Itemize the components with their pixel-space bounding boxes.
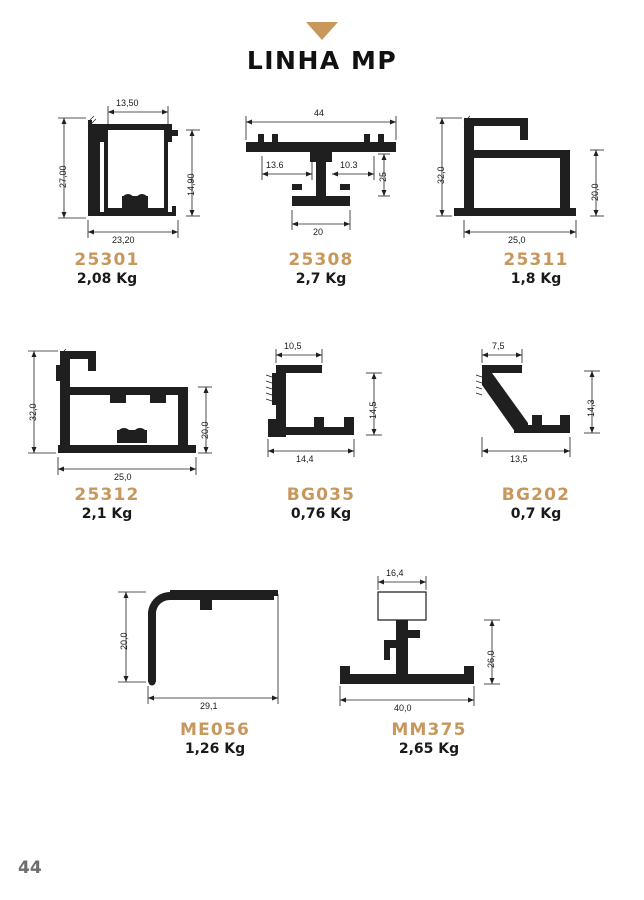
- profile-weight: 2,08 Kg: [76, 271, 138, 287]
- profile-drawing-25308: [214, 96, 428, 246]
- profile-weight: 0,7 Kg: [510, 506, 562, 522]
- profile-caption: [322, 720, 536, 757]
- profile-code: ME056: [179, 720, 250, 740]
- profile-drawing-25301: [0, 96, 214, 246]
- profile-weight: 1,8 Kg: [510, 271, 562, 287]
- row3-spacer: [0, 566, 108, 757]
- dim-bottom: 40,0: [394, 703, 412, 713]
- dim-right: 14,90: [186, 173, 196, 196]
- profiles-sheet: [0, 96, 644, 757]
- profile-caption: [428, 250, 644, 287]
- dim-left: 27,00: [58, 165, 68, 188]
- profile-code: 25312: [74, 485, 140, 505]
- profile-card-BG035[interactable]: [214, 331, 428, 522]
- profile-drawing-MM375: [322, 566, 536, 716]
- dim-left: 32,0: [28, 403, 38, 421]
- profile-code: 25308: [288, 250, 354, 270]
- dim-bottom: 25,0: [508, 235, 526, 245]
- profile-weight: 2,1 Kg: [81, 506, 133, 522]
- profile-code: 25301: [74, 250, 140, 270]
- dim-bottom: 20: [313, 227, 324, 237]
- profile-weight: 1,26 Kg: [184, 741, 246, 757]
- dim-right: 14,5: [368, 401, 378, 419]
- profile-drawing-BG202: [428, 331, 644, 481]
- profile-card-25311[interactable]: [428, 96, 644, 287]
- dim-inner-right: 10.3: [340, 160, 358, 170]
- profile-card-25301[interactable]: [0, 96, 214, 287]
- dim-top: 16,4: [386, 568, 404, 578]
- triangle-down-icon: [306, 22, 338, 40]
- dim-bottom: 29,1: [200, 701, 218, 711]
- profile-card-25312[interactable]: [0, 331, 214, 522]
- profile-drawing-25312: [0, 331, 214, 481]
- profile-weight: 2,65 Kg: [398, 741, 460, 757]
- dim-right: 26,0: [486, 650, 496, 668]
- profiles-row: [0, 566, 644, 757]
- page-title: LINHA MP: [246, 46, 398, 75]
- page-number: 44: [18, 858, 42, 878]
- dim-bottom: 25,0: [114, 472, 132, 482]
- profile-caption: [0, 250, 214, 287]
- dim-right: 20,0: [590, 183, 600, 201]
- dim-left: 32,0: [436, 166, 446, 184]
- dim-right: 20,0: [200, 421, 210, 439]
- profiles-row: [0, 96, 644, 287]
- profile-caption: [108, 720, 322, 757]
- profile-card-BG202[interactable]: [428, 331, 644, 522]
- profile-caption: [214, 250, 428, 287]
- profile-caption: [0, 485, 214, 522]
- dim-right: 14,3: [586, 399, 596, 417]
- profile-weight: 2,7 Kg: [295, 271, 347, 287]
- profile-card-25308[interactable]: [214, 96, 428, 287]
- dim-top: 13,50: [116, 98, 139, 108]
- profile-code: 25311: [503, 250, 569, 270]
- page-header: [0, 22, 644, 75]
- dim-bottom: 23,20: [112, 235, 135, 245]
- dim-bottom: 13,5: [510, 454, 528, 464]
- profile-card-ME056[interactable]: [108, 566, 322, 757]
- profile-drawing-25311: [428, 96, 644, 246]
- profile-code: BG202: [501, 485, 571, 505]
- dim-inner-left: 13.6: [266, 160, 284, 170]
- dim-left: 20,0: [119, 632, 129, 650]
- profile-drawing-BG035: [214, 331, 428, 481]
- profiles-row: [0, 331, 644, 522]
- dim-top: 10,5: [284, 341, 302, 351]
- profile-card-MM375[interactable]: [322, 566, 536, 757]
- profile-code: BG035: [286, 485, 356, 505]
- dim-top: 44: [314, 108, 325, 118]
- dim-bottom: 14,4: [296, 454, 314, 464]
- profile-weight: 0,76 Kg: [290, 506, 352, 522]
- profile-caption: [214, 485, 428, 522]
- profile-code: MM375: [391, 720, 467, 740]
- profile-drawing-ME056: [108, 566, 322, 716]
- dim-height: 25: [378, 171, 388, 182]
- profile-caption: [428, 485, 644, 522]
- dim-top: 7,5: [492, 341, 505, 351]
